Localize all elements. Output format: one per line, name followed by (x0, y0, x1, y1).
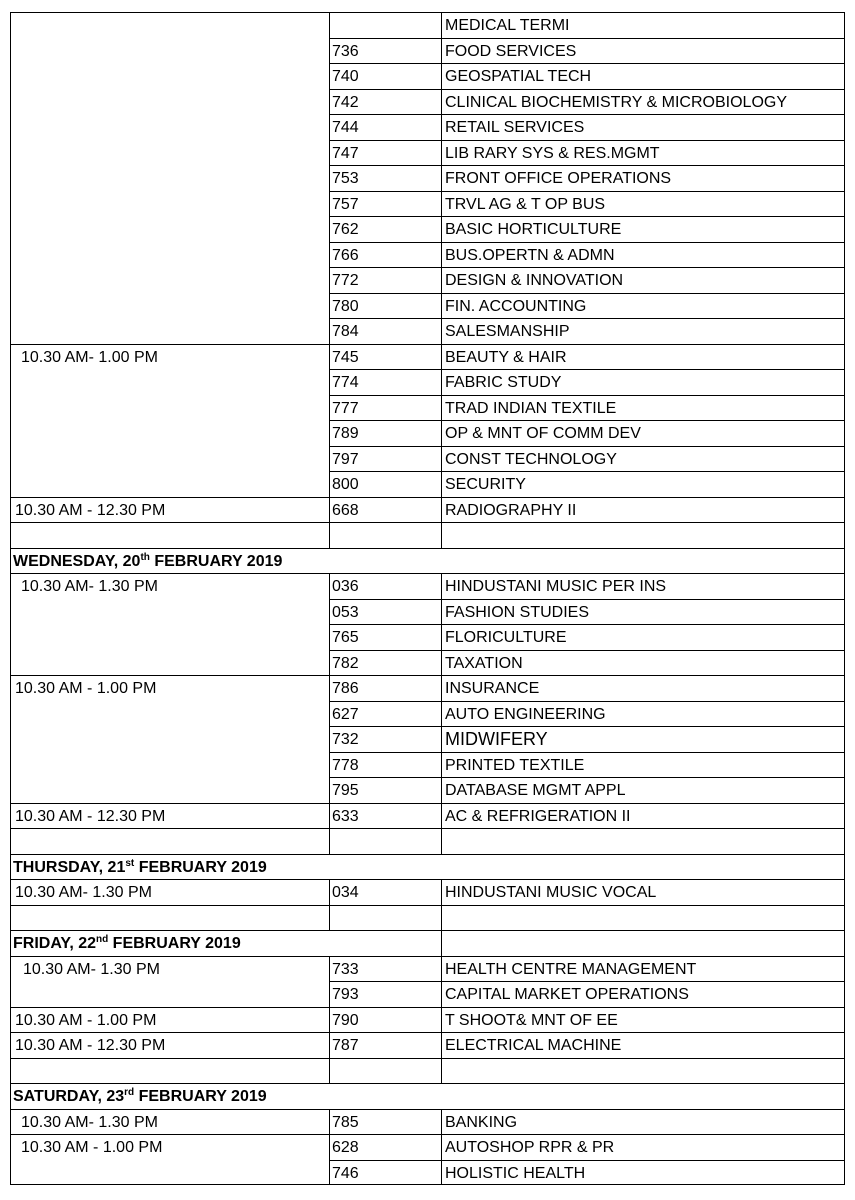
subject-code: 789 (329, 420, 441, 446)
time-cell: 10.30 AM- 1.30 PM (10, 1109, 329, 1135)
time-cell (10, 446, 329, 472)
time-cell (10, 726, 329, 752)
subject-code: 036 (329, 573, 441, 599)
table-row (10, 471, 845, 497)
table-row (10, 89, 845, 115)
subject-name: INSURANCE (441, 675, 845, 701)
time-cell (10, 242, 329, 268)
subject-code: 778 (329, 752, 441, 778)
time-cell (10, 650, 329, 676)
subject-name (441, 1058, 845, 1084)
blank-row (10, 522, 845, 548)
subject-name: BEAUTY & HAIR (441, 344, 845, 370)
table-row (10, 956, 845, 982)
time-cell (10, 599, 329, 625)
subject-name: TRVL AG & T OP BUS (441, 191, 845, 217)
table-row (10, 38, 845, 64)
subject-name: TRAD INDIAN TEXTILE (441, 395, 845, 421)
subject-name: MIDWIFERY (441, 726, 845, 752)
subject-code: 746 (329, 1160, 441, 1186)
empty-cell (441, 930, 845, 956)
subject-code: 745 (329, 344, 441, 370)
subject-name: AC & REFRIGERATION II (441, 803, 845, 829)
time-cell (10, 165, 329, 191)
table-row (10, 1032, 845, 1058)
subject-name: FLORICULTURE (441, 624, 845, 650)
subject-code: 742 (329, 89, 441, 115)
subject-code: 740 (329, 63, 441, 89)
time-cell: 10.30 AM - 1.00 PM (10, 675, 329, 701)
subject-code (329, 905, 441, 931)
subject-code: 744 (329, 114, 441, 140)
day-header-row (10, 1083, 845, 1109)
table-row (10, 191, 845, 217)
blank-row (10, 828, 845, 854)
subject-name: FRONT OFFICE OPERATIONS (441, 165, 845, 191)
day-heading: FRIDAY, 22nd FEBRUARY 2019 (10, 930, 441, 956)
table-row (10, 1160, 845, 1186)
subject-name: HINDUSTANI MUSIC VOCAL (441, 879, 845, 905)
time-cell (10, 420, 329, 446)
subject-code: 797 (329, 446, 441, 472)
time-cell (10, 267, 329, 293)
subject-name: RADIOGRAPHY II (441, 497, 845, 523)
subject-code: 627 (329, 701, 441, 727)
table-row (10, 879, 845, 905)
table-row (10, 344, 845, 370)
time-cell: 10.30 AM- 1.30 PM (10, 573, 329, 599)
subject-code: 793 (329, 981, 441, 1007)
subject-code: 736 (329, 38, 441, 64)
time-cell (10, 828, 329, 854)
subject-code: 790 (329, 1007, 441, 1033)
subject-name: SALESMANSHIP (441, 318, 845, 344)
time-cell (10, 63, 329, 89)
time-cell (10, 701, 329, 727)
subject-name: AUTO ENGINEERING (441, 701, 845, 727)
subject-name: TAXATION (441, 650, 845, 676)
time-cell (10, 38, 329, 64)
subject-name: DATABASE MGMT APPL (441, 777, 845, 803)
time-cell (10, 89, 329, 115)
subject-name: LIB RARY SYS & RES.MGMT (441, 140, 845, 166)
time-cell (10, 140, 329, 166)
blank-row (10, 1058, 845, 1084)
subject-code: 777 (329, 395, 441, 421)
time-cell (10, 318, 329, 344)
time-cell (10, 981, 329, 1007)
table-row (10, 1007, 845, 1033)
subject-name: FASHION STUDIES (441, 599, 845, 625)
subject-code: 786 (329, 675, 441, 701)
time-cell: 10.30 AM- 1.00 PM (10, 344, 329, 370)
subject-name: CONST TECHNOLOGY (441, 446, 845, 472)
time-cell: 10.30 AM - 12.30 PM (10, 497, 329, 523)
subject-code: 053 (329, 599, 441, 625)
subject-code (329, 828, 441, 854)
exam-schedule-table (10, 12, 845, 1185)
day-heading: THURSDAY, 21st FEBRUARY 2019 (10, 854, 845, 880)
time-cell (10, 369, 329, 395)
table-row (10, 981, 845, 1007)
subject-code: 732 (329, 726, 441, 752)
table-row (10, 267, 845, 293)
subject-code: 747 (329, 140, 441, 166)
time-cell (10, 624, 329, 650)
table-row (10, 165, 845, 191)
time-cell: 10.30 AM - 12.30 PM (10, 803, 329, 829)
subject-code: 787 (329, 1032, 441, 1058)
subject-name: T SHOOT& MNT OF EE (441, 1007, 845, 1033)
table-row (10, 369, 845, 395)
table-row (10, 293, 845, 319)
table-row (10, 114, 845, 140)
time-cell (10, 12, 329, 38)
time-cell (10, 216, 329, 242)
day-header-row (10, 548, 845, 574)
time-cell: 10.30 AM- 1.30 PM (10, 956, 329, 982)
subject-code: 633 (329, 803, 441, 829)
subject-name: HINDUSTANI MUSIC PER INS (441, 573, 845, 599)
time-cell: 10.30 AM - 12.30 PM (10, 1032, 329, 1058)
table-row (10, 140, 845, 166)
subject-name: HOLISTIC HEALTH (441, 1160, 845, 1186)
table-row (10, 726, 845, 752)
time-cell (10, 905, 329, 931)
subject-code: 774 (329, 369, 441, 395)
time-cell (10, 1058, 329, 1084)
subject-name: RETAIL SERVICES (441, 114, 845, 140)
blank-row (10, 905, 845, 931)
table-row (10, 242, 845, 268)
subject-code: 800 (329, 471, 441, 497)
day-header-row (10, 854, 845, 880)
subject-name: CLINICAL BIOCHEMISTRY & MICROBIOLOGY (441, 89, 845, 115)
subject-code: 785 (329, 1109, 441, 1135)
table-row (10, 752, 845, 778)
day-heading: WEDNESDAY, 20th FEBRUARY 2019 (10, 548, 845, 574)
subject-name: AUTOSHOP RPR & PR (441, 1134, 845, 1160)
subject-name: FOOD SERVICES (441, 38, 845, 64)
time-cell (10, 191, 329, 217)
subject-name: OP & MNT OF COMM DEV (441, 420, 845, 446)
time-cell: 10.30 AM- 1.30 PM (10, 879, 329, 905)
subject-code: 780 (329, 293, 441, 319)
subject-name: SECURITY (441, 471, 845, 497)
subject-name: BUS.OPERTN & ADMN (441, 242, 845, 268)
time-cell (10, 752, 329, 778)
table-row (10, 446, 845, 472)
table-row (10, 318, 845, 344)
subject-code: 784 (329, 318, 441, 344)
time-cell (10, 471, 329, 497)
table-row (10, 803, 845, 829)
table-row (10, 624, 845, 650)
time-cell (10, 293, 329, 319)
subject-code: 766 (329, 242, 441, 268)
time-cell (10, 522, 329, 548)
subject-name: BANKING (441, 1109, 845, 1135)
subject-name (441, 828, 845, 854)
subject-code: 772 (329, 267, 441, 293)
subject-name: CAPITAL MARKET OPERATIONS (441, 981, 845, 1007)
subject-code: 757 (329, 191, 441, 217)
table-row (10, 650, 845, 676)
subject-name: GEOSPATIAL TECH (441, 63, 845, 89)
table-row (10, 777, 845, 803)
time-cell (10, 395, 329, 421)
table-row (10, 63, 845, 89)
time-cell (10, 114, 329, 140)
table-row (10, 599, 845, 625)
table-row (10, 420, 845, 446)
day-heading: SATURDAY, 23rd FEBRUARY 2019 (10, 1083, 845, 1109)
subject-name: PRINTED TEXTILE (441, 752, 845, 778)
table-row (10, 1134, 845, 1160)
table-row (10, 1109, 845, 1135)
subject-name: FIN. ACCOUNTING (441, 293, 845, 319)
subject-code: 782 (329, 650, 441, 676)
table-row (10, 701, 845, 727)
table-row (10, 675, 845, 701)
subject-code (329, 522, 441, 548)
table-row (10, 573, 845, 599)
subject-code: 733 (329, 956, 441, 982)
time-cell (10, 1160, 329, 1186)
subject-name (441, 905, 845, 931)
day-header-row (10, 930, 845, 956)
subject-code: 034 (329, 879, 441, 905)
subject-name (441, 522, 845, 548)
table-row (10, 216, 845, 242)
table-row (10, 497, 845, 523)
subject-name: BASIC HORTICULTURE (441, 216, 845, 242)
subject-code: 762 (329, 216, 441, 242)
time-cell: 10.30 AM - 1.00 PM (10, 1007, 329, 1033)
subject-code: 795 (329, 777, 441, 803)
subject-code (329, 1058, 441, 1084)
table-row (10, 12, 845, 38)
subject-name: HEALTH CENTRE MANAGEMENT (441, 956, 845, 982)
subject-name: ELECTRICAL MACHINE (441, 1032, 845, 1058)
subject-code: 765 (329, 624, 441, 650)
subject-name: DESIGN & INNOVATION (441, 267, 845, 293)
subject-name: FABRIC STUDY (441, 369, 845, 395)
subject-name: MEDICAL TERMI (441, 12, 845, 38)
time-cell (10, 777, 329, 803)
subject-code (329, 12, 441, 38)
table-row (10, 395, 845, 421)
subject-code: 628 (329, 1134, 441, 1160)
subject-code: 753 (329, 165, 441, 191)
time-cell: 10.30 AM - 1.00 PM (10, 1134, 329, 1160)
subject-code: 668 (329, 497, 441, 523)
